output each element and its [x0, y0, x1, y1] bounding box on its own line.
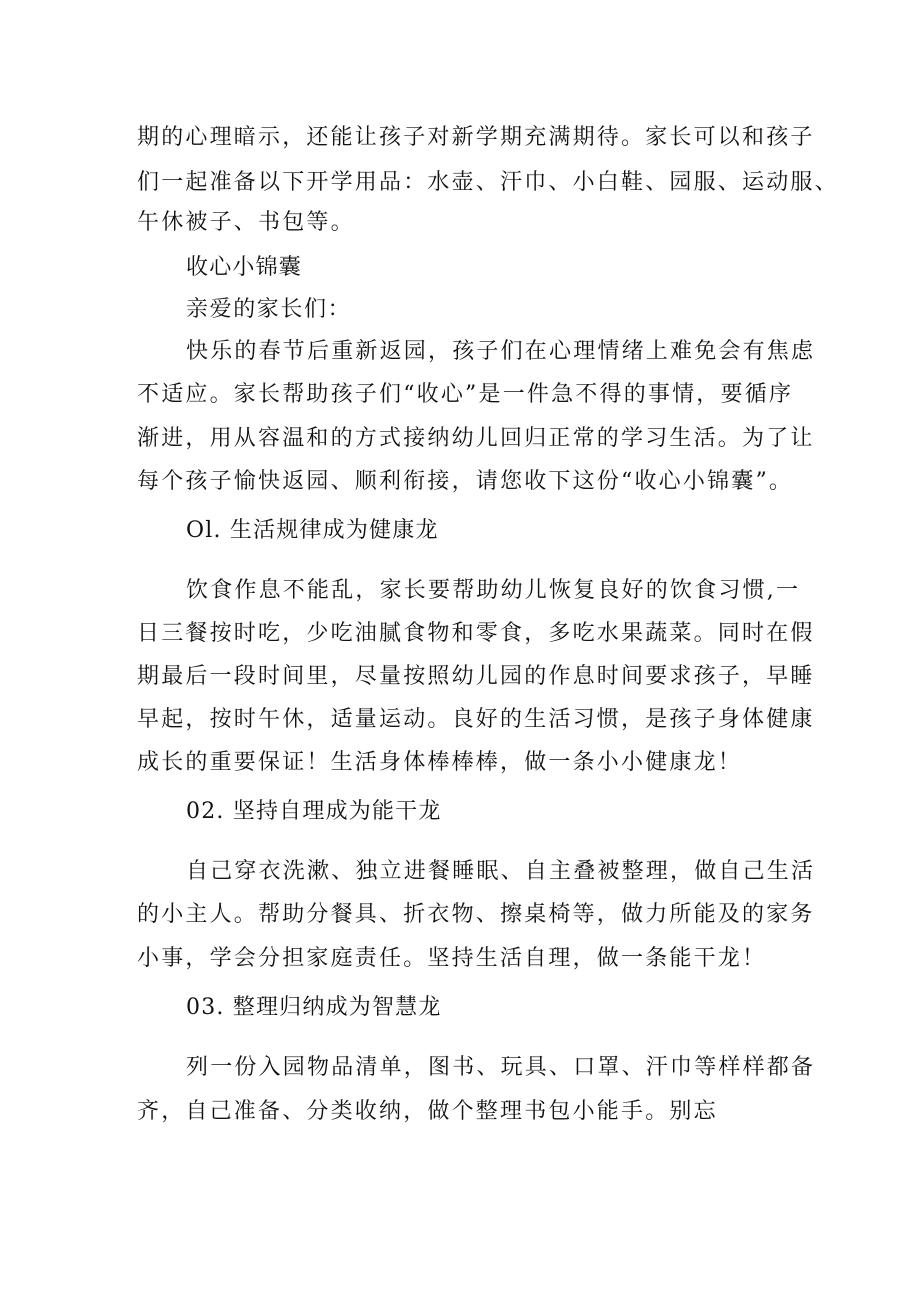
- paragraph-line: 小事，学会分担家庭责任。坚持生活自理，做一条能干龙！: [137, 946, 767, 971]
- paragraph-line: 的小主人。帮助分餐具、折衣物、擦桌椅等，做力所能及的家务: [137, 902, 815, 927]
- paragraph-line: 每个孩子愉快返园、顺利衔接，请您收下这份“收心小锦囊”。: [137, 469, 794, 494]
- paragraph-line: 午休被子、书包等。: [137, 210, 355, 235]
- paragraph-line: 列一份入园物品清单，图书、玩具、口罩、汗巾等样样都备: [186, 1055, 816, 1080]
- paragraph-line: 自己穿衣洗漱、独立进餐睡眠、自主叠被整理，做自己生活: [186, 859, 816, 884]
- section-title: 收心小锦囊: [186, 255, 303, 280]
- paragraph-line: 渐进，用从容温和的方式接纳幼儿回归正常的学习生活。为了让: [137, 426, 815, 451]
- paragraph-line: 日三餐按时吃，少吃油腻食物和零食，多吃水果蔬菜。同时在假: [137, 621, 815, 646]
- section-heading: Ol. 生活规律成为健康龙: [186, 518, 439, 543]
- paragraph-line: 期最后一段时间里，尽量按照幼儿园的作息时间要求孩子，早睡: [137, 664, 815, 689]
- paragraph-line: 不适应。家长帮助孩子们“收心”是一件急不得的事情，要循序: [137, 382, 794, 407]
- section-heading: 02. 坚持自理成为能干龙: [186, 799, 442, 824]
- paragraph-line: 成长的重要保证！生活身体棒棒棒，做一条小小健康龙！: [137, 750, 743, 775]
- paragraph-line: 们一起准备以下开学用品：水壶、汗巾、小白鞋、园服、运动服、: [137, 170, 839, 195]
- paragraph-line: 早起，按时午休，适量运动。良好的生活习惯，是孩子身体健康: [137, 707, 815, 732]
- paragraph-line: 齐，自己准备、分类收纳，做个整理书包小能手。别忘: [137, 1099, 718, 1124]
- paragraph-line: 饮食作息不能乱，家长要帮助幼儿恢复良好的饮食习惯,一: [186, 578, 801, 603]
- paragraph-line: 期的心理暗示，还能让孩子对新学期充满期待。家长可以和孩子: [137, 125, 815, 150]
- section-heading: 03. 整理归纳成为智慧龙: [186, 995, 442, 1020]
- paragraph-line: 快乐的春节后重新返园，孩子们在心理情绪上难免会有焦虑: [186, 339, 816, 364]
- salutation: 亲爱的家长们：: [186, 297, 352, 322]
